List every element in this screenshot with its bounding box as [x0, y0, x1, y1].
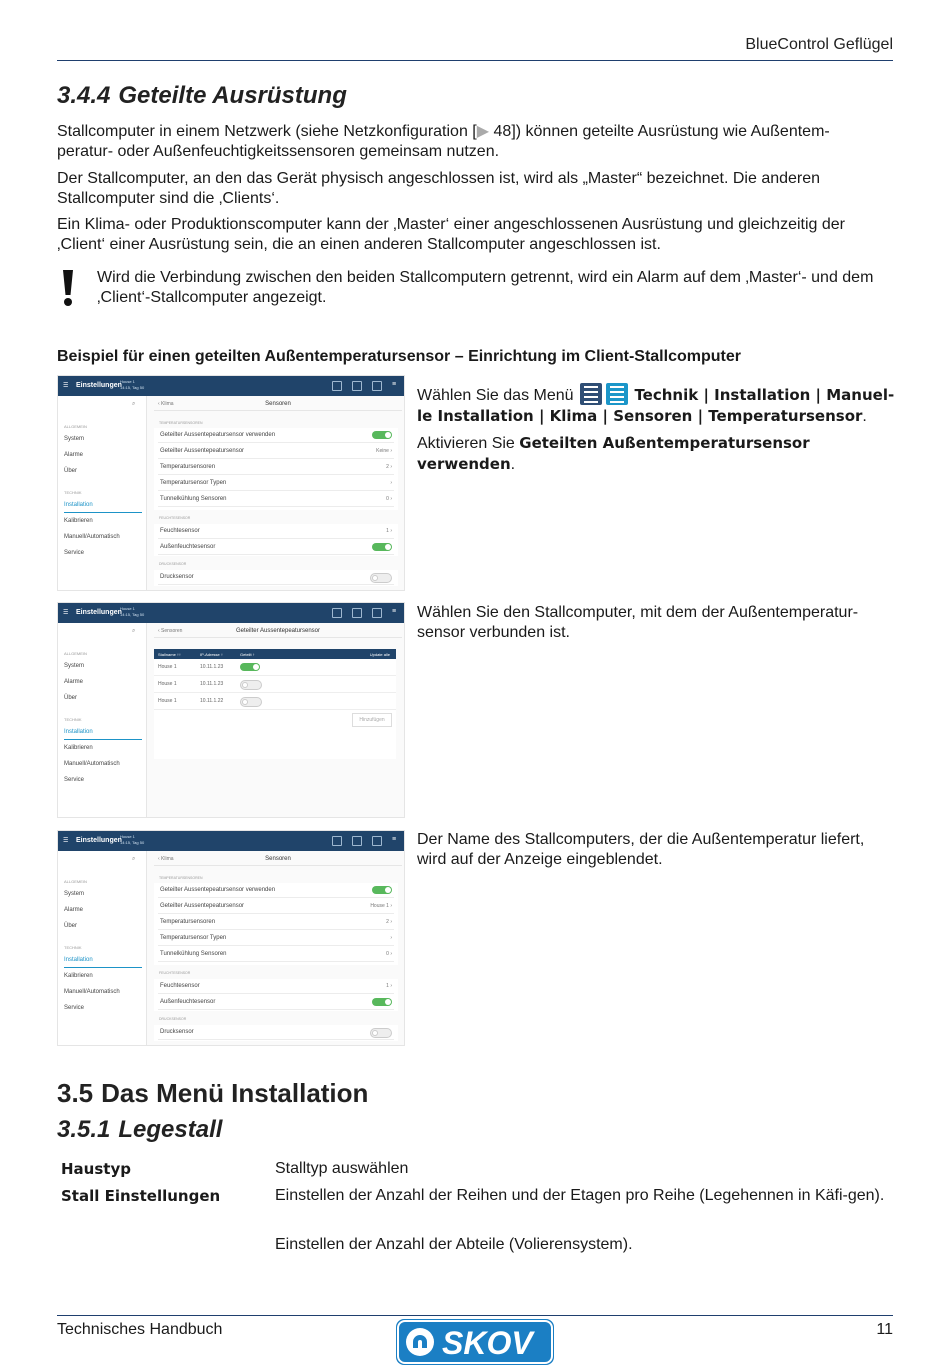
house-table-header: Stallname ↑↑ IP-Adresse ↑ Geteilt ↑ Update alle — [154, 649, 396, 659]
house-table — [154, 649, 396, 759]
screenshot-sensors-1: ☰ Einstellungen House 1 14:15, Tag 50 ≡ ⌕ ALLGEMEIN System Alarme Über TECHNIK Installation Kalibrieren Manuell/Automatisch Service ‹ Klima Sensoren TEMPERATURSENSOREN Geteilter Aussentepeatursensor verwenden Geteilter Aussentepeatursensor Keine › Temperatursensoren 2 › Temperatursensor Typen › Tunnelkühlung Sensoren 0 › FEUCHTESENSOR Feuchtesensor 1 › Außenfeuchtesensor DRUCKSENSOR Drucksensor — [57, 375, 405, 591]
sidebar-item-about: Über — [64, 468, 78, 474]
settings-menu-icon: ≡ — [392, 381, 397, 388]
temp-sensor-panel: Geteilter Aussentepeatursensor verwenden Geteilter Aussentepeatursensor Keine › Temperatursensoren 2 › Temperatursensor Typen › Tunnelkühlung Sensoren 0 › — [154, 428, 398, 510]
def-desc-stall-settings: Einstellen der Anzahl der Reihen und der Etagen pro Reihe (Legehennen in Käfi-gen). — [275, 1187, 885, 1204]
settings-menu-icon: ≡ — [392, 836, 397, 843]
paragraph-intro: Stallcomputer in einem Netzwerk (siehe Netzkonfiguration [▶ 48]) können geteilte Ausrüstung wie Außentem- peratur- oder Außenfeuchtigkeitssensoren gemeinsam nutzen. — [57, 123, 830, 160]
menu-list-icon — [580, 383, 602, 405]
save-icon — [352, 608, 362, 618]
page-ref-arrow-icon: ▶ — [476, 123, 490, 140]
pressure-panel: Drucksensor — [154, 570, 398, 586]
table-row: House 1 10.11.1.22 — [154, 693, 396, 710]
example-title: Beispiel für einen geteilten Außentemperatursensor – Einrichtung im Client-Stallcomputer — [57, 348, 741, 365]
screen-sidebar: ⌕ ALLGEMEIN System Alarme Über TECHNIK Installation Kalibrieren Manuell/Automatisch Service — [58, 396, 147, 590]
svg-text:SKOV: SKOV — [442, 1325, 533, 1361]
settings-sliders-icon — [606, 383, 628, 405]
paragraph-client: Ein Klima- oder Produktionscomputer kann der ‚Master‘ einer angeschlossenen Ausrüstung und gleichzeitig der ‚Client‘ einer Ausrüstung sein, die an einen anderen Stallcomputer angeschlossen ist. — [57, 216, 845, 253]
def-desc-haustyp: Stalltyp auswählen — [275, 1160, 409, 1177]
home-icon — [332, 381, 342, 391]
sidebar-item-installation: Installation — [64, 502, 93, 508]
search-icon: ⌕ — [132, 401, 136, 407]
section-heading-3-4-4: 3.4.4 Geteilte Ausrüstung — [57, 82, 347, 109]
screen-topbar: ☰ Einstellungen House 1 14:15, Tag 50 ≡ — [58, 831, 404, 851]
screen-title: Einstellungen — [76, 382, 122, 389]
skov-logo-mark — [396, 1319, 554, 1365]
screenshot-shared-sensor-select — [57, 602, 405, 818]
menu-icon: ☰ — [63, 383, 69, 389]
exclamation-icon — [58, 268, 78, 308]
step-2-text: Wählen Sie den Stallcomputer, mit dem der Außentemperatur-sensor verbunden ist. — [417, 604, 859, 641]
sidebar-item-manual: Manuell/Automatisch — [64, 534, 120, 540]
document-title: BlueControl Geflügel — [745, 36, 893, 53]
humidity-panel: Feuchtesensor 1 › Außenfeuchtesensor — [154, 524, 398, 556]
save-icon — [352, 381, 362, 391]
sidebar-item-calibrate: Kalibrieren — [64, 518, 93, 524]
search-icon: ⌕ — [132, 628, 136, 634]
sidebar-item-service: Service — [64, 550, 85, 556]
menu-icon: ☰ — [63, 838, 69, 844]
section-heading-3-5-1: 3.5.1 Legestall — [57, 1116, 223, 1143]
step-1-text: Wählen Sie das Menü Technik | Installation | Manuel-le Installation | Klima | Sensoren | Temperatursensor. Aktivieren Sie Geteilten Außentemperatursensor verwenden. — [417, 383, 897, 475]
screen-breadcrumb: ‹ Sensoren Geteilter Aussentepeatursensor — [154, 625, 402, 638]
home-icon — [332, 608, 342, 618]
sidebar-item-system: System — [64, 436, 85, 442]
def-term-stall-settings: Stall Einstellungen — [61, 1187, 221, 1205]
header-rule — [57, 60, 893, 61]
sidebar-item-alarms: Alarme — [64, 452, 84, 458]
toggle-on — [372, 431, 392, 439]
search-icon: ⌕ — [132, 856, 136, 862]
screen-sidebar: ⌕ ALLGEMEIN System Alarme Über TECHNIK Installation Kalibrieren Manuell/Automatisch Service — [58, 851, 147, 1045]
save-icon — [352, 836, 362, 846]
step-3-text: Der Name des Stallcomputers, der die Außentemperatur liefert, wird auf der Anzeige eingeblendet. — [417, 831, 865, 868]
settings-menu-icon: ≡ — [392, 608, 397, 615]
menu-icon: ☰ — [63, 610, 69, 616]
screen-breadcrumb: ‹ Klima Sensoren — [154, 853, 402, 866]
page-number: 11 — [876, 1321, 893, 1338]
screen-topbar: ☰ Einstellungen House 1 14:15, Tag 50 ≡ — [58, 603, 404, 623]
bell-icon — [372, 836, 382, 846]
footer-rule — [57, 1315, 893, 1316]
screen-sidebar: ⌕ ALLGEMEIN System Alarme Über TECHNIK Installation Kalibrieren Manuell/Automatisch Service — [58, 623, 147, 817]
home-icon — [332, 836, 342, 846]
section-heading-3-5: 3.5 Das Menü Installation — [57, 1078, 369, 1108]
table-row: House 1 10.11.1.23 — [154, 676, 396, 693]
footer-manual-title: Technisches Handbuch — [57, 1321, 223, 1338]
bell-icon — [372, 381, 382, 391]
add-button: Hinzufügen — [352, 713, 392, 727]
skov-logo — [396, 1319, 554, 1365]
house-info: House 1 14:15, Tag 50 — [120, 379, 145, 390]
paragraph-master: Der Stallcomputer, an den das Gerät physisch angeschlossen ist, wird als „Master“ bezeichnet. Die anderen Stallcomputer sind die ‚Clients‘. — [57, 170, 821, 207]
shared-sensor-house-value: House 1 › — [370, 903, 392, 909]
def-term-haustyp: Haustyp — [61, 1160, 131, 1178]
bell-icon — [372, 608, 382, 618]
screen-breadcrumb: ‹ Klima Sensoren — [154, 398, 402, 411]
screenshot-sensors-2: ☰ Einstellungen House 1 14:15, Tag 50 ≡ ⌕ ALLGEMEIN System Alarme Über TECHNIK Installation Kalibrieren Manuell/Automatisch Service ‹ Klima Sensoren TEMPERATURSENSOREN Geteilter Aussentepeatursensor verwenden Geteilter Aussentepeatursensor House 1 › Temperatursensoren 2 › Temperatursensor Typen › Tunnelkühlung Sensoren 0 › FEUCHTESENSOR Feuchtesensor 1 › Außenfeuchtesensor DRUCKSENSOR Drucksensor — [57, 830, 405, 1046]
screen-topbar — [58, 376, 404, 396]
warning-text: Wird die Verbindung zwischen den beiden Stallcomputern getrennt, wird ein Alarm auf dem ‚Master‘- und dem ‚Client‘-Stallcomputer angezeigt. — [97, 269, 874, 306]
table-row: House 1 10.11.1.23 — [154, 659, 396, 676]
def-desc-compartments: Einstellen der Anzahl der Abteile (Volierensystem). — [275, 1236, 633, 1253]
